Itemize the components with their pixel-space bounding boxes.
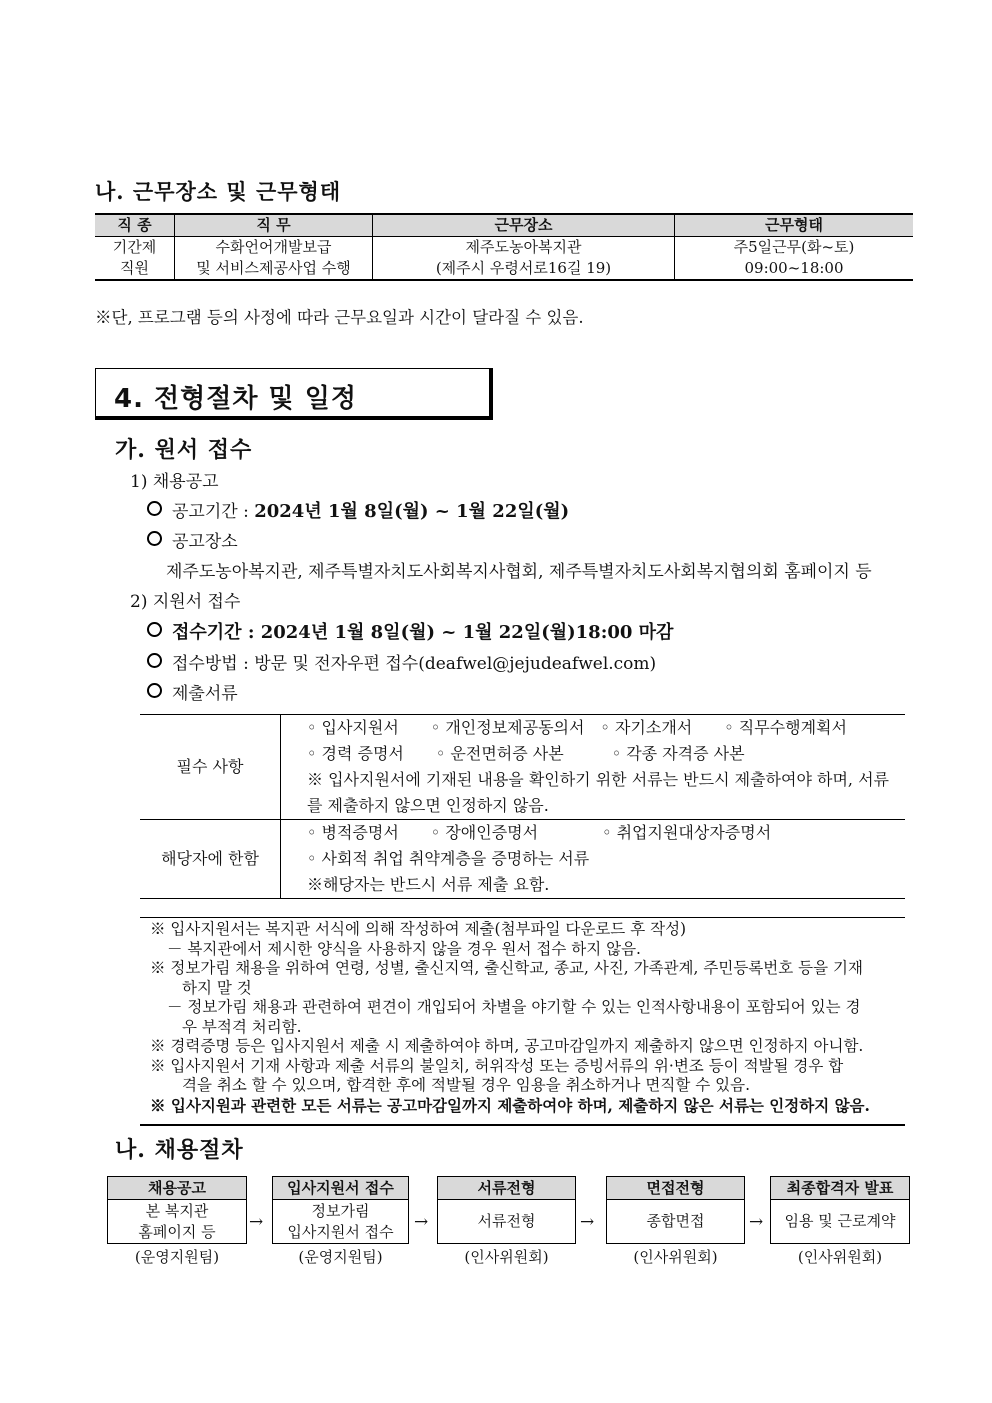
notice-place-value: 제주도농아복지관, 제주특별자치도사회복지사협회, 제주특별자치도사회복지협의회 홈페이지 등 [166, 562, 872, 582]
th-type: 직 종 [95, 214, 175, 237]
note-line: ※ 입사지원서는 복지관 서식에 의해 작성하여 제출(첨부파일 다운로드 후 작성) [150, 920, 687, 938]
notice-place-label: 공고장소 [147, 528, 238, 556]
bullet-circle-icon [147, 501, 162, 516]
section-title-work: 나. 근무장소 및 근무형태 [95, 179, 342, 204]
subsection-title-process: 나. 채용절차 [115, 1137, 244, 1163]
docs-label: 제출서류 [147, 680, 238, 708]
th-place: 근무장소 [373, 214, 675, 237]
flow-step-final: 최종합격자 발표 임용 및 근로계약 [770, 1176, 910, 1244]
flow-step-interview: 면접전형 종합면접 [606, 1176, 745, 1244]
cell-duty: 수화언어개발보급 및 서비스제공사업 수행 [175, 237, 373, 281]
cell-place: 제주도농아복지관 (제주시 우령서로16길 19) [373, 237, 675, 281]
flow-owner: (인사위원회) [464, 1248, 549, 1266]
notice-period: 공고기간 : 2024년 1월 8일(월) ~ 1월 22일(월) [147, 498, 569, 526]
th-form: 근무형태 [675, 214, 914, 237]
item-notice: 1) 채용공고 [130, 472, 219, 492]
flow-step-apply: 입사지원서 접수 정보가림 입사지원서 접수 [272, 1176, 409, 1244]
work-note: ※단, 프로그램 등의 사정에 따라 근무요일과 시간이 달라질 수 있음. [95, 308, 584, 327]
note-line: ※ 경력증명 등은 입사지원서 제출 시 제출하여야 하며, 공고마감일까지 제출하지 않으면 인정하지 아니함. [150, 1037, 864, 1055]
note-line: ※ 정보가림 채용을 위하여 연령, 성별, 출신지역, 출신학교, 종교, 사진, 가족관계, 주민등록번호 등을 기재 [150, 959, 863, 977]
note-line: 격을 취소 할 수 있으며, 합격한 후에 적발될 경우 임용을 취소하거나 면직할 수 있음. [182, 1076, 751, 1094]
th-duty: 직 무 [175, 214, 373, 237]
arrow-right-icon: → [749, 1212, 764, 1232]
note-line: 우 부적격 처리함. [182, 1017, 302, 1036]
apply-method: 접수방법 : 방문 및 전자우편 접수(deafwel@jejudeafwel.com) [147, 650, 656, 678]
docs-optional-content: ◦ 병적증명서 ◦ 장애인증명서 ◦ 취업지원대상자증명서 ◦ 사회적 취업 취약계층을 증명하는 서류 ※해당자는 반드시 서류 제출 요함. [281, 820, 906, 899]
apply-period: 접수기간 : 2024년 1월 8일(월) ~ 1월 22일(월)18:00 마감 [147, 619, 673, 647]
work-table [95, 213, 913, 281]
cell-type: 기간제 직원 [95, 237, 175, 281]
arrow-right-icon: → [580, 1212, 595, 1232]
docs-required-label: 필수 사항 [140, 715, 281, 820]
notes-box [140, 917, 905, 1126]
docs-table [140, 714, 905, 899]
note-line: － 정보가림 채용과 관련하여 편견이 개입되어 차별을 야기할 수 있는 인적사항내용이 포함되어 있는 경 [167, 998, 861, 1016]
bullet-circle-icon [147, 531, 162, 546]
arrow-right-icon: → [249, 1212, 264, 1232]
item-apply: 2) 지원서 접수 [130, 592, 241, 612]
bullet-circle-icon [147, 622, 162, 637]
cell-form: 주5일근무(화~토) 09:00~18:00 [675, 237, 914, 281]
flow-owner: (운영지원팀) [298, 1248, 383, 1266]
flow-owner: (인사위원회) [633, 1248, 718, 1266]
docs-optional-label: 해당자에 한함 [140, 820, 281, 899]
flow-step-document: 서류전형 서류전형 [437, 1176, 576, 1244]
section4-box [95, 368, 493, 420]
flow-owner: (인사위원회) [797, 1248, 883, 1266]
flow-step-notice: 채용공고 본 복지관 홈페이지 등 [107, 1176, 247, 1244]
note-line: 하지 말 것 [182, 978, 252, 997]
bullet-circle-icon [147, 653, 162, 668]
bullet-circle-icon [147, 683, 162, 698]
section4-title: 4. 전형절차 및 일정 [114, 384, 357, 414]
subsection-title-apply: 가. 원서 접수 [115, 437, 253, 463]
docs-required-content: ◦ 입사지원서 ◦ 개인정보제공동의서 ◦ 자기소개서 ◦ 직무수행계획서 ◦ 경력 증명서 ◦ 운전면허증 사본 ◦ 각종 자격증 사본 ※ 입사지원서에 기재된 내용을 확인하기 위한 서류는 반드시 제출하여야 하며, 서류 를 제출하지 않으면 인정하지 않음. [281, 715, 906, 820]
flow-owner: (운영지원팀) [134, 1248, 220, 1266]
arrow-right-icon: → [414, 1212, 429, 1232]
note-line: － 복지관에서 제시한 양식을 사용하지 않을 경우 원서 접수 하지 않음. [167, 939, 641, 958]
note-line: ※ 입사지원서 기재 사항과 제출 서류의 불일치, 허위작성 또는 증빙서류의 위·변조 등이 적발될 경우 합 [150, 1056, 844, 1075]
note-line-bold: ※ 입사지원과 관련한 모든 서류는 공고마감일까지 제출하여야 하며, 제출하지 않은 서류는 인정하지 않음. [150, 1095, 870, 1115]
